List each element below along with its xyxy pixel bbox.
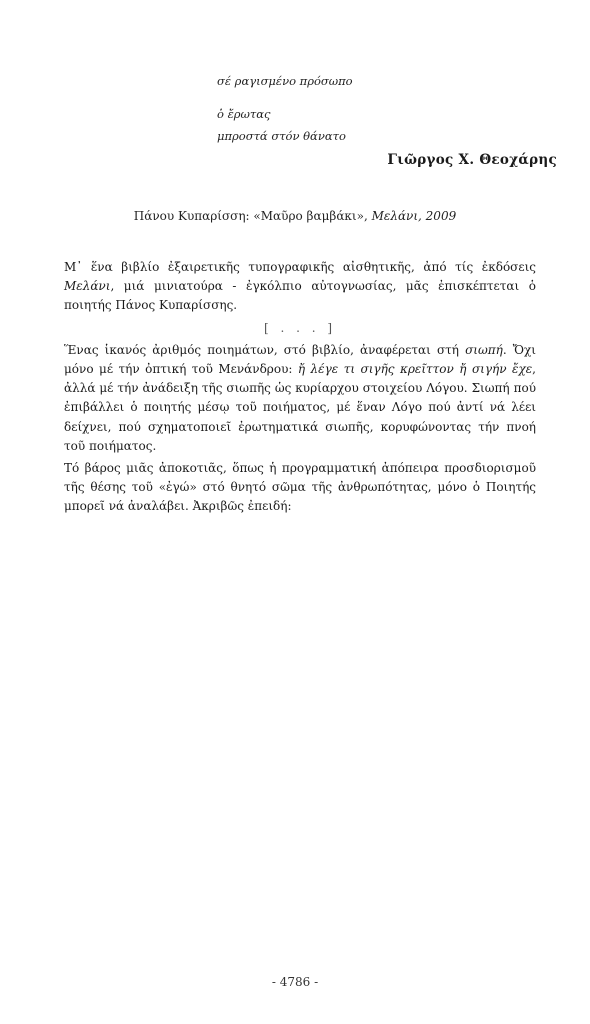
text-run: , ἀλλά μέ τήν ἀνάδειξη τῆς σιωπῆς ὡς κυρίαρχου στοιχείου Λόγου. Σιωπή πού ἐπιβάλλει ὁ ποιητής μέσῳ τοῦ ποιήματος, μέ ἕναν Λόγο πού ἀντί νά λέει δείχνει, πού σχηματοποιεῖ ἐρωτηματικά σιωπῆς, κορυφώνοντας τήν πνοή τοῦ ποιήματος. — [64, 362, 536, 453]
review-paragraph: Τό βάρος μιᾶς ἀποκοτιᾶς, ὅπως ἡ προγραμματική ἀπόπειρα προσδιορισμοῦ τῆς θέσης τοῦ «ἐγώ» στό θνητό σῶμα τῆς ἀνθρωπότητας, μόνο ὁ Ποιητής μπορεῖ νά ἀναλάβει. Ἀκριβῶς ἐπειδή: — [64, 461, 536, 514]
stanza-gap — [217, 92, 353, 103]
page-number: - 4786 - — [271, 975, 319, 989]
menander-quote: ἤ λέγε τι σιγῆς κρεῖττον ἤ σιγήν ἔχε — [297, 362, 533, 377]
poem-line: σέ ραγισμένο πρόσωπο — [217, 74, 353, 88]
text-run: . Ὄχι μόνο μέ τήν ὀπτική τοῦ Μενάνδρου: — [64, 342, 536, 377]
review-body — [64, 258, 536, 517]
omitted-text-marker: [ . . . ] — [263, 320, 337, 335]
poem-line: μπροστά στόν θάνατο — [217, 129, 346, 143]
review-paragraph — [64, 341, 536, 456]
book-author-title: Πάνου Κυπαρίσση: «Μαῦρο βαμβάκι», — [133, 209, 372, 223]
poem-fragment — [217, 70, 353, 147]
review-paragraph — [64, 258, 536, 316]
poem-line: ὁ ἔρωτας — [217, 107, 271, 121]
publisher-name: Μελάνι — [64, 279, 111, 294]
emphasis: σιωπή — [465, 342, 503, 357]
text-run: Ἕνας ἱκανός ἀριθμός ποιημάτων, στό βιβλίο, ἀναφέρεται στή — [64, 342, 466, 357]
poem-author-signature: Γιῶργος Χ. Θεοχάρης — [387, 152, 557, 168]
text-run: , μιά μινιατούρα - ἐγκόλπιο αὐτογνωσίας, μᾶς ἐπισκέπτεται ὁ ποιητής Πάνος Κυπαρίσσης. — [64, 279, 536, 313]
text-run: Μ᾽ ἕνα βιβλίο ἐξαιρετικῆς τυπογραφικῆς αἰσθητικῆς, ἀπό τίς ἐκδόσεις — [64, 260, 536, 274]
book-publisher-year: Μελάνι, 2009 — [371, 209, 457, 223]
review-book-heading — [0, 209, 590, 223]
